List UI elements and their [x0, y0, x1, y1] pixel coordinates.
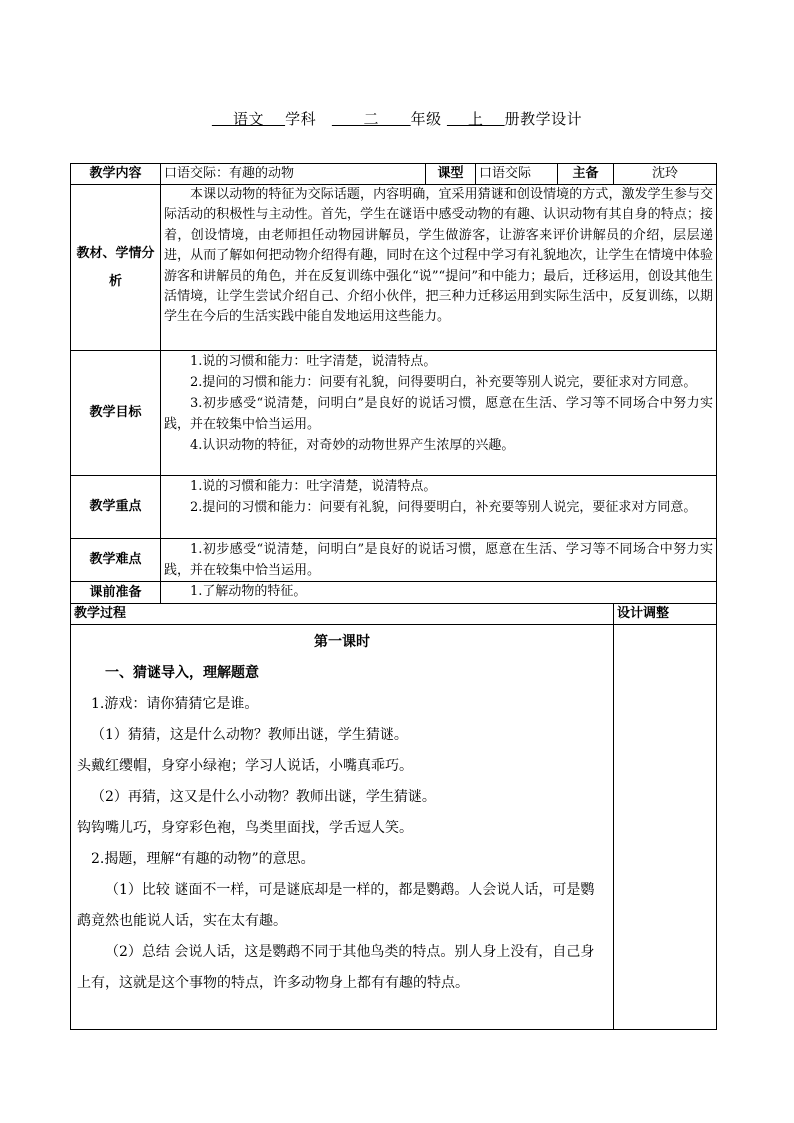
- adjust-label: 设计调整: [614, 604, 717, 625]
- difficulties-label: 教学难点: [71, 539, 161, 582]
- process-line: （2）再猜，这又是什么小动物？教师出谜，学生猜谜。: [91, 789, 436, 805]
- process-line: （1）比较 谜面不一样，可是谜底却是一样的，都是鹦鹉。人会说人话，可是鹦鹉竟然也能说人话，实在太有趣。: [77, 882, 595, 929]
- analysis-row: [71, 185, 717, 351]
- goal-item: 4.认识动物的特征，对奇妙的动物世界产生浓厚的兴趣。: [190, 438, 515, 453]
- difficulties-row: [71, 539, 717, 582]
- key-points-label: 教学重点: [71, 476, 161, 539]
- content-label: 教学内容: [71, 164, 161, 185]
- goals-label: 教学目标: [71, 351, 161, 476]
- type-label: 课型: [426, 164, 476, 185]
- key-point-item: 2.提问的习惯和能力：问要有礼貌，问得要明白，补充要等别人说完，要征求对方同意。: [190, 500, 697, 515]
- analysis-label: 教材、学情分析: [71, 185, 161, 351]
- process-body-row: [71, 625, 717, 1030]
- lesson-plan-table: [70, 163, 717, 1030]
- subject: 语文: [232, 110, 264, 128]
- process-header-row: [71, 604, 717, 625]
- goal-item: 2.提问的习惯和能力：问要有礼貌，问得要明白，补充要等别人说完，要征求对方同意。: [190, 375, 697, 390]
- goals-row: [71, 351, 717, 476]
- riddle-text: 钩钩嘴儿巧，身穿彩色袍，鸟类里面找，学舌逗人笑。: [77, 820, 413, 836]
- content-value: 口语交际：有趣的动物: [161, 164, 426, 185]
- key-points-row: [71, 476, 717, 539]
- type-value: 口语交际: [476, 164, 558, 185]
- section-heading: 一、猜谜导入，理解题意: [105, 665, 259, 681]
- process-line: 2.揭题，理解“有趣的动物”的意思。: [91, 851, 315, 867]
- volume: 上: [468, 110, 484, 128]
- lead-value: 沈玲: [614, 164, 717, 185]
- process-label: 教学过程: [71, 604, 614, 625]
- analysis-text: 本课以动物的特征为交际话题，内容明确，宜采用猜谜和创设情境的方式，激发学生参与交际活动的积极性与主动性。首先，学生在谜语中感受动物的有趣、认识动物有其自身的特点；接着，创设情境，由老师担任动物园讲解员，学生做游客，让游客来评价讲解员的介绍，层层递进，从而了解如何把动物介绍得有趣，同时在这个过程中学习有礼貌地次，让学生在情境中体验游客和讲解员的角色，并在反复训练中强化“说”“提问”和中能力；最后，迁移运用，创设其他生活情境，让学生尝试介绍自己、介绍小伙伴，把三种力迁移运用到实际生活中，反复训练，以期学生在今后的生活实践中能自发地运用这些能力。: [164, 187, 713, 325]
- difficulty-item: 1.初步感受“说清楚，问明白”是良好的说话习惯，愿意在生活、学习等不同场合中努力实践，并在较集中恰当运用。: [164, 542, 713, 578]
- goal-item: 1.说的习惯和能力：吐字清楚，说清特点。: [190, 354, 437, 369]
- prep-label: 课前准备: [71, 582, 161, 604]
- key-point-item: 1.说的习惯和能力：吐字清楚，说清特点。: [190, 479, 437, 494]
- document-title: 语文 学科 二 年级 上 册教学设计: [232, 110, 583, 128]
- prep-row: [71, 582, 717, 604]
- process-line: （2）总结 会说人话，这是鹦鹉不同于其他鸟类的特点。别人身上没有，自己身上有，这就是这个事物的特点，许多动物身上都有有趣的特点。: [77, 944, 595, 991]
- grade: 二: [363, 110, 380, 128]
- process-line: 1.游戏：请你猜猜它是谁。: [91, 696, 259, 712]
- header-row: [71, 164, 717, 185]
- lead-label: 主备: [558, 164, 614, 185]
- lesson-title: 第一课时: [314, 634, 370, 650]
- prep-text: 1.了解动物的特征。: [190, 584, 307, 599]
- process-line: （1）猜猜，这是什么动物？教师出谜，学生猜谜。: [91, 727, 408, 743]
- adjust-column: [614, 625, 717, 1030]
- riddle-text: 头戴红缨帽，身穿小绿袍；学习人说话，小嘴真乖巧。: [77, 758, 413, 774]
- goal-item: 3.初步感受“说清楚，问明白”是良好的说话习惯，愿意在生活、学习等不同场合中努力实践，并在较集中恰当运用。: [164, 396, 713, 432]
